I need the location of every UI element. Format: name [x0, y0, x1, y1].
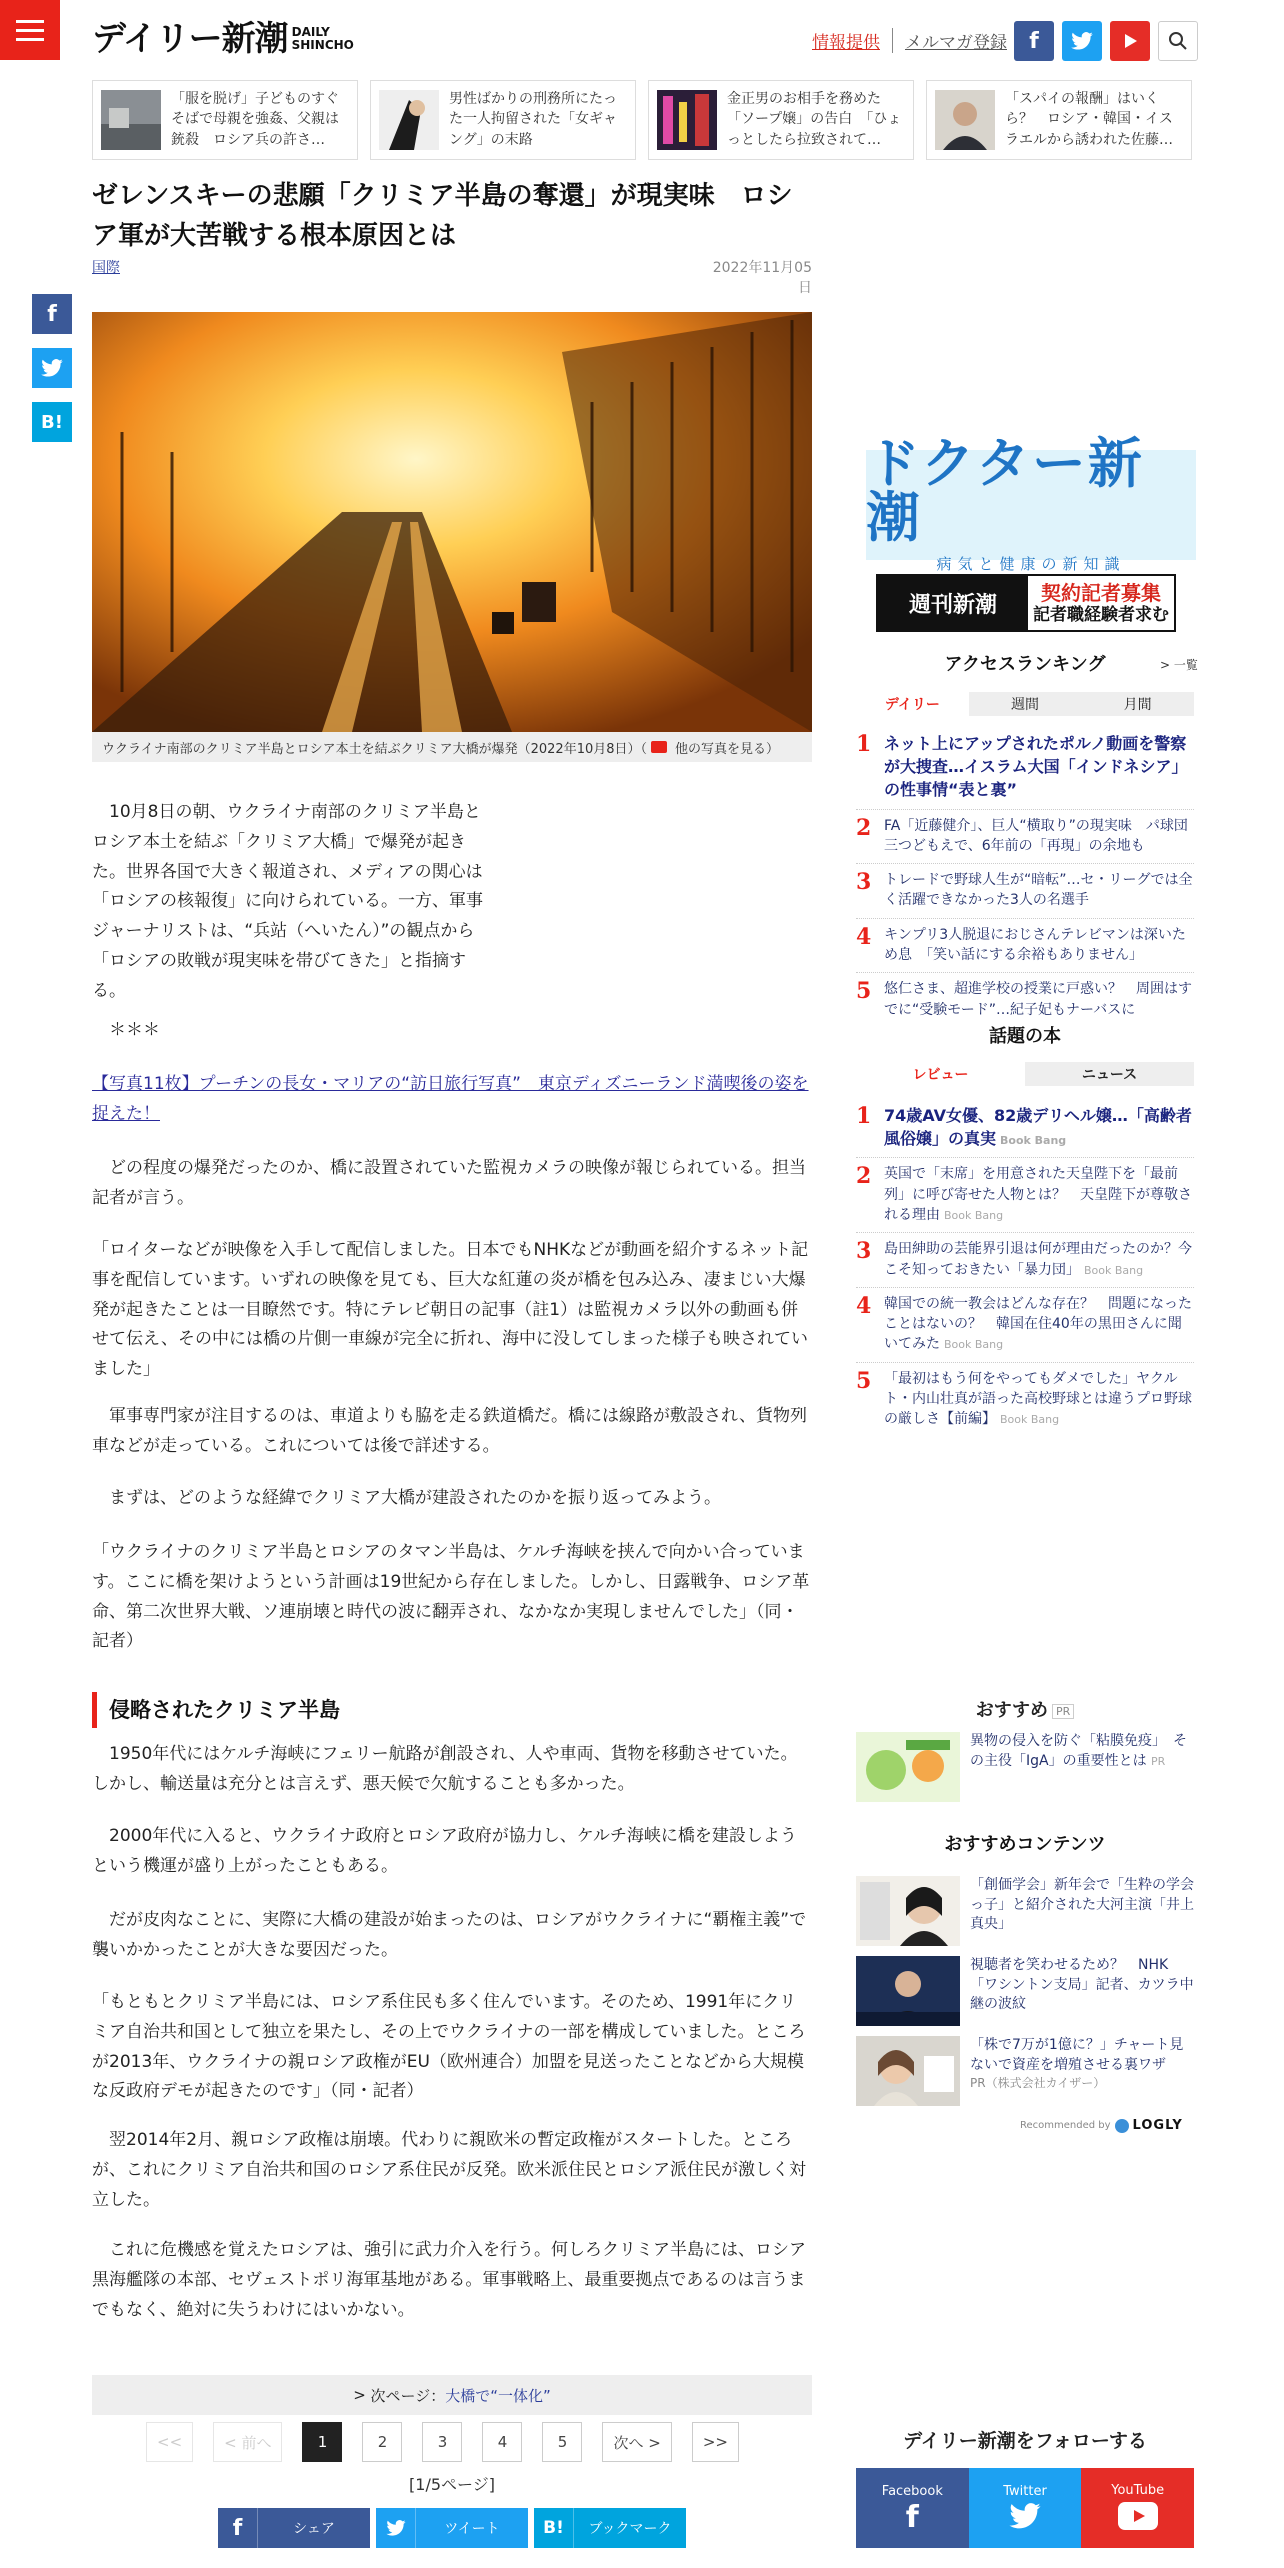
separator-stars: ＊＊＊ [92, 1020, 160, 1040]
article-photo[interactable] [92, 312, 812, 732]
logo-text: デイリー新潮 [92, 19, 288, 59]
follow-youtube-button[interactable]: YouTube [1081, 2468, 1194, 2548]
follow-facebook-button[interactable]: Facebook f [856, 2468, 969, 2548]
recommend-title: おすすめ PR [856, 1696, 1194, 1722]
newsletter-link[interactable]: メルマガ登録 [892, 28, 1019, 53]
tab-monthly[interactable]: 月間 [1081, 692, 1194, 716]
tab-review[interactable]: レビュー [856, 1062, 1025, 1086]
related-articles [92, 80, 1192, 160]
chevron-right-icon: > [353, 2386, 371, 2404]
facebook-icon[interactable]: f [1014, 21, 1054, 61]
thumbnail [657, 90, 717, 150]
next-page-button[interactable]: 次へ > [602, 2422, 671, 2462]
twitter-icon[interactable] [1062, 21, 1102, 61]
tips-link[interactable]: 情報提供 [812, 33, 880, 53]
thumbnail [856, 2036, 960, 2106]
access-ranking-title: アクセスランキング [944, 654, 1106, 675]
recommend-content-item[interactable]: 「創価学会」新年会で「生粋の学会っ子」と紹介された大河主演「井上真央」 [856, 1876, 1194, 1946]
more-photos-link[interactable]: 他の写真を見る） [675, 741, 780, 757]
lead-paragraph: 10月8日の朝、ウクライナ南部のクリミア半島とロシア本土を結ぶ「クリミア大橋」で爆発が起きた。世界各国で大きく報道され、メディアの関心は「ロシアの核報復」に向けられている。一方、軍事ジャーナリストは、“兵站（へいたん）”の観点から「ロシアの敗戦が現実味を帯びてきた」と指摘する。 [92, 802, 483, 1001]
pr-badge: PR [1052, 1704, 1074, 1719]
logly-credit[interactable]: Recommended by LOGLY [1020, 2118, 1183, 2133]
twitter-icon [1009, 2503, 1041, 2533]
article-title: ゼレンスキーの悲願「クリミア半島の奪還」が現実味 ロシア軍が大苦戦する根本原因とは [92, 181, 793, 252]
list-item[interactable]: 2 英国で「末席」を用意された天皇陛下を「最前列」に呼び寄せた人物とは？ 天皇陛下が尊敬される理由 Book Bang [856, 1158, 1194, 1233]
photo-caption: ウクライナ南部のクリミア半島とロシア本土を結ぶクリミア大橋が爆発（2022年10月8日）（ 他の写真を見る） [92, 732, 812, 762]
prev-page-button[interactable]: < 前へ [213, 2422, 282, 2462]
list-item[interactable]: 5 「最初はもう何をやってもダメでした」ヤクルト・内山壮真が語った高校野球とは違うプロ野球の厳しさ【前編】 Book Bang [856, 1367, 1192, 1428]
menu-button[interactable] [0, 0, 60, 60]
tab-weekly[interactable]: 週間 [969, 692, 1082, 716]
list-item[interactable]: 1 74歳AV女優、82歳デリヘル嬢…「高齢者風俗嬢」の真実 Book Bang [856, 1098, 1194, 1158]
twitter-icon [376, 2508, 416, 2548]
article-date: 2022年11月05日 [712, 260, 812, 296]
recommend-content-item[interactable]: 視聴者を笑わせるため？ NHK「ワシントン支局」記者、カツラ中継の波紋 [856, 1956, 1194, 2026]
tab-news[interactable]: ニュース [1025, 1062, 1194, 1086]
related-card[interactable]: 「服を脱げ」子どものすぐそばで母親を強姦、父親は銃殺 ロシア兵の許さ… [92, 80, 358, 160]
site-logo[interactable] [92, 19, 354, 59]
logo-en: DAILY SHINCHO [291, 24, 354, 52]
youtube-icon [1118, 2502, 1158, 2534]
twitter-share-icon[interactable] [32, 348, 72, 388]
paragraph: 翌2014年2月、親ロシア政権は崩壊。代わりに親欧米の暫定政権がスタートした。ところが、これにクリミア自治共和国のロシア系住民が反発。欧米派住民とロシア派住民が激しく対立した。 [92, 2130, 806, 2210]
list-item[interactable]: 3 島田紳助の芸能界引退は何が理由だったのか？今こそ知っておきたい「暴力団」 Book Bang [856, 1233, 1194, 1288]
facebook-icon: f [905, 2499, 919, 2535]
thumbnail [379, 90, 439, 150]
next-page-banner[interactable]: > 次ページ： 大橋で“一体化” [92, 2375, 812, 2415]
doctor-shincho-ad[interactable]: ドクター新潮 病気と健康の新知識 [866, 450, 1196, 560]
paragraph: 軍事専門家が注目するのは、車道よりも脇を走る鉄道橋だ。橋には線路が敷設され、貨物列車などが走っている。これについては後で詳述する。 [92, 1406, 808, 1456]
paragraph: 2000年代に入ると、ウクライナ政府とロシア政府が協力し、ケルチ海峡に橋を建設しようという機運が盛り上がったこともある。 [92, 1826, 797, 1876]
follow-title: デイリー新潮をフォローする [903, 2430, 1147, 2452]
paragraph: だが皮肉なことに、実際に大橋の建設が始まったのは、ロシアがウクライナに“覇権主義”で襲いかかったことが大きな要因だった。 [92, 1910, 807, 1960]
last-page-button[interactable]: >> [692, 2422, 739, 2462]
youtube-icon[interactable] [1110, 21, 1150, 61]
ranking-list [856, 726, 1194, 1027]
related-card[interactable]: 金正男のお相手を務めた「ソープ嬢」の告白 「ひょっとしたら拉致されて… [648, 80, 914, 160]
facebook-icon: f [218, 2508, 258, 2548]
page-3-button[interactable]: 3 [422, 2422, 462, 2462]
twitter-share-button[interactable]: ツイート [376, 2508, 528, 2548]
ranking-tabs [856, 692, 1194, 716]
hatena-bookmark-icon: B! [534, 2508, 574, 2548]
books-tabs [856, 1062, 1194, 1086]
weekly-shincho-ad[interactable]: 週刊新潮 契約記者募集 記者職経験者求む [876, 574, 1176, 632]
related-card[interactable]: 「スパイの報酬」はいくら？ ロシア・韓国・イスラエルから誘われた佐藤… [926, 80, 1192, 160]
page-1-button[interactable]: 1 [302, 2422, 342, 2462]
facebook-share-button[interactable]: f シェア [218, 2508, 370, 2548]
related-card[interactable]: 男性ばかりの刑務所にたった一人拘留された「女ギャング」の末路 [370, 80, 636, 160]
page-4-button[interactable]: 4 [482, 2422, 522, 2462]
thumbnail [101, 90, 161, 150]
list-item[interactable]: 2 FA「近藤健介」、巨人“横取り”の現実味 パ球団三つどもえで、6年前の「再現」の余地も [856, 810, 1194, 865]
paragraph: 1950年代にはケルチ海峡にフェリー航路が創設され、人や車両、貨物を移動させていた。しかし、輸送量は充分とは言えず、悪天候で欠航することも多かった。 [92, 1744, 798, 1794]
page-count: [1/5ページ] [409, 2475, 495, 2494]
books-title: 話題の本 [989, 1026, 1061, 1047]
thumbnail [856, 1732, 960, 1802]
category-link[interactable]: 国際 [92, 260, 120, 276]
page-2-button[interactable]: 2 [362, 2422, 402, 2462]
page-5-button[interactable]: 5 [542, 2422, 582, 2462]
paragraph: どの程度の爆発だったのか、橋に設置されていた監視カメラの映像が報じられている。担当記者が言う。 [92, 1158, 806, 1208]
paragraph: まずは、どのような経緯でクリミア大橋が建設されたのかを振り返ってみよう。 [92, 1488, 721, 1508]
list-item[interactable]: 5 悠仁さま、超進学校の授業に戸惑い？ 周囲はすでに“受験モード”…紀子妃もナーバスに [856, 978, 1192, 1018]
first-page-button[interactable]: << [146, 2422, 193, 2462]
list-item[interactable]: 1 ネット上にアップされたポルノ動画を警察が大捜査…イスラム大国「インドネシア」の性事情“表と裏” [856, 726, 1194, 810]
ranking-more-link[interactable]: > 一覧 [1160, 658, 1198, 672]
pagination [146, 2420, 739, 2464]
list-item[interactable]: 3 トレードで野球人生が“暗転”…セ・リーグでは全く活躍できなかった3人の名選手 [856, 864, 1194, 919]
tab-daily[interactable]: デイリー [856, 692, 969, 716]
section-heading: 侵略されたクリミア半島 [92, 1692, 812, 1728]
thumbnail [856, 1956, 960, 2026]
paragraph: 「ウクライナのクリミア半島とロシアのタマン半島は、ケルチ海峡を挟んで向かい合っています。ここに橋を架けようという計画は19世紀から存在しました。しかし、日露戦争、ロシア革命、第二次世界大戦、ソ連崩壊と時代の波に翻弄され、なかなか実現しませんでした」（同・記者） [92, 1542, 810, 1652]
books-list [856, 1098, 1194, 1437]
hatena-bookmark-icon[interactable]: B! [32, 402, 72, 442]
thumbnail [856, 1876, 960, 1946]
paragraph: 「もともとクリミア半島には、ロシア系住民も多く住んでいます。そのため、1991年にクリミア自治共和国として独立を果たし、その上でウクライナの一部を構成していました。ところが2013年、ウクライナの親ロシア政権がEU（欧州連合）加盟を見送ったことなどから大規模な反政府デモが起きたのです」（同・記者） [92, 1992, 806, 2102]
photo-gallery-link[interactable]: 【写真11枚】プーチンの長女・マリアの“訪日旅行写真” 東京ディズニーランド満喫後の姿を捉えた！ [92, 1074, 809, 1124]
hatena-share-button[interactable]: B! ブックマーク [534, 2508, 686, 2548]
recommend-item[interactable]: 異物の侵入を防ぐ「粘膜免疫」 その主役「IgA」の重要性とは PR [856, 1732, 1194, 1802]
follow-twitter-button[interactable]: Twitter [969, 2468, 1082, 2548]
search-icon[interactable] [1158, 21, 1198, 61]
camera-icon [651, 741, 667, 753]
thumbnail [935, 90, 995, 150]
paragraph: これに危機感を覚えたロシアは、強引に武力介入を行う。何しろクリミア半島には、ロシア黒海艦隊の本部、セヴェストポリ海軍基地がある。軍事戦略上、最重要拠点であるのは言うまでもなく、絶対に失うわけにはいかない。 [92, 2240, 806, 2320]
logly-icon [1115, 2119, 1129, 2133]
paragraph: 「ロイターなどが映像を入手して配信しました。日本でもNHKなどが動画を紹介するネット記事を配信しています。いずれの映像を見ても、巨大な紅蓮の炎が橋を包み込み、凄まじい大爆発が起きたことは一目瞭然です。特にテレビ朝日の記事（註1）は監視カメラ以外の動画も併せて伝え、その中には橋の片側一車線が完全に折れ、海中に没してしまった様子も映されていました」 [92, 1240, 809, 1379]
facebook-share-icon[interactable]: f [32, 294, 72, 334]
follow-buttons [856, 2468, 1194, 2548]
recommend-contents-title: おすすめコンテンツ [944, 1834, 1106, 1855]
list-item[interactable]: 4 キンプリ3人脱退におじさんテレビマンは深いため息 「笑い話にする余裕もありません」 [856, 919, 1194, 974]
recommend-content-item[interactable]: 「株で7万が1億に？」チャート見ないで資産を増殖させる裏ワザ PR（株式会社カイザー） [856, 2036, 1194, 2106]
chevron-right-icon: > [1160, 658, 1174, 672]
list-item[interactable]: 4 韓国での統一教会はどんな存在？ 問題になったことはないの？ 韓国在住40年の黒田さんに聞いてみた Book Bang [856, 1288, 1194, 1363]
